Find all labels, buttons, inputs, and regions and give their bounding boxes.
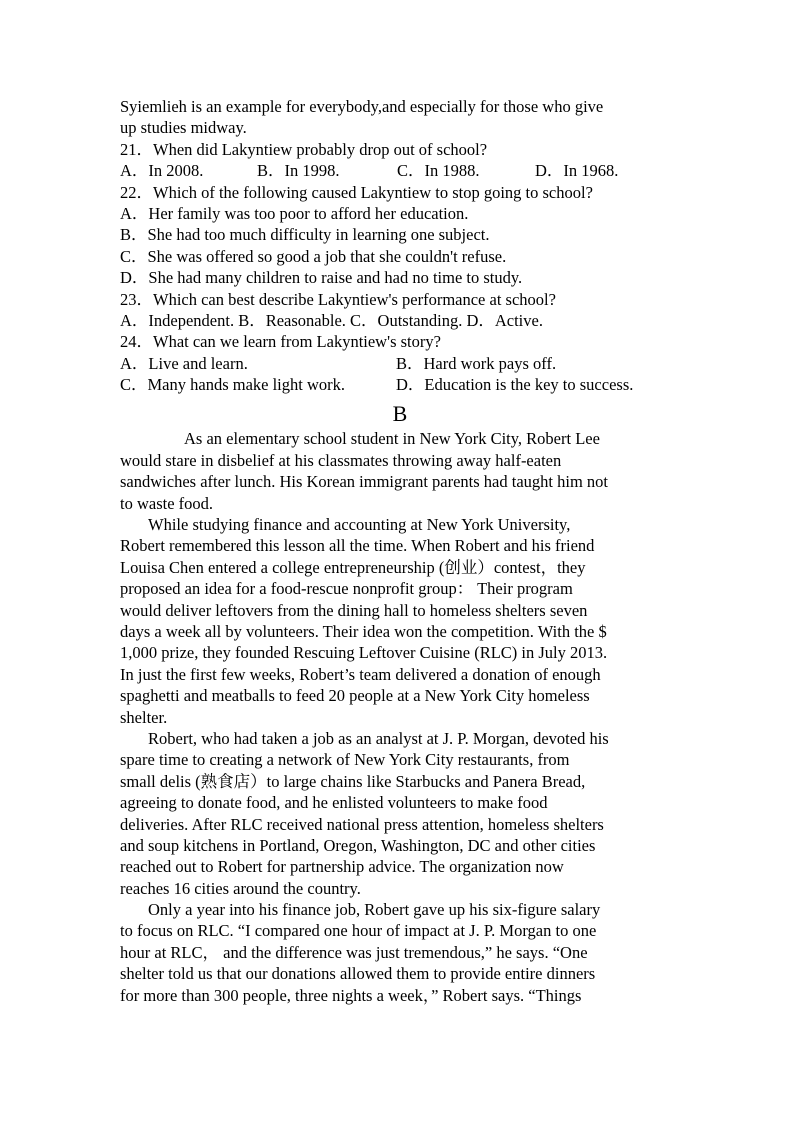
option-b: B．In 1998. [257,161,340,181]
options-row [120,160,680,181]
text-line: for more than 300 people, three nights a week，” Robert says. “Things [120,985,582,1005]
option-b: B．She had too much difficulty in learning one subject. [120,225,490,245]
text-line: Louisa Chen entered a college entrepreneurship (创业）contest，they [120,557,586,577]
text-line: up studies midway. [120,118,247,138]
option-a: A．In 2008. [120,161,204,181]
question-23 [120,289,680,332]
document-page [120,96,680,1006]
paragraph-3 [120,728,680,899]
text-line: shelter told us that our donations allowed them to provide entire dinners [120,964,596,984]
paragraph-4 [120,899,680,1006]
question-21 [120,139,680,182]
option-a: A．Live and learn. [120,353,248,373]
question-24 [120,331,680,395]
options-line: A．Independent. B．Reasonable. C．Outstanding. D．Active. [120,310,543,330]
text-line: shelter. [120,707,168,727]
section-b-heading: B [392,401,408,427]
option-b: B．Hard work pays off. [396,353,557,373]
text-line: would stare in disbelief at his classmates throwing away half-eaten [120,450,562,470]
options-row [120,353,680,374]
text-line: While studying finance and accounting at New York University, [148,515,571,535]
text-line: to focus on RLC. “I compared one hour of impact at J. P. Morgan to one [120,921,597,941]
question-22 [120,182,680,289]
text-line: Only a year into his finance job, Robert gave up his six-figure salary [148,900,601,920]
text-line: hour at RLC， and the difference was just tremendous,” he says. “One [120,942,588,962]
options-row [120,374,680,395]
text-line: In just the first few weeks, Robert’s team delivered a donation of enough [120,664,601,684]
option-d: D．In 1968. [535,161,619,181]
text-line: Robert remembered this lesson all the time. When Robert and his friend [120,536,595,556]
text-line: Syiemlieh is an example for everybody,and especially for those who give [120,97,604,116]
text-line: spaghetti and meatballs to feed 20 people at a New York City homeless [120,686,590,706]
text-line: reaches 16 cities around the country. [120,878,361,898]
passage-a-ending [120,96,680,139]
question-stem: 24．What can we learn from Lakyntiew's story? [120,332,441,352]
option-c: C．Many hands make light work. [120,375,346,395]
option-d: D．She had many children to raise and had no time to study. [120,268,523,288]
text-line: proposed an idea for a food-rescue nonprofit group： Their program [120,579,573,599]
text-line: spare time to creating a network of New York City restaurants, from [120,750,570,770]
question-stem: 23．Which can best describe Lakyntiew's performance at school? [120,289,556,309]
option-c: C．In 1988. [397,161,480,181]
paragraph-1 [120,428,680,514]
text-line: and soup kitchens in Portland, Oregon, Washington, DC and other cities [120,835,596,855]
text-line: 1,000 prize, they founded Rescuing Leftover Cuisine (RLC) in July 2013. [120,643,608,663]
text-line: agreeing to donate food, and he enlisted volunteers to make food [120,793,548,813]
text-line: small delis (熟食店）to large chains like Starbucks and Panera Bread, [120,771,586,791]
text-line: days a week all by volunteers. Their idea won the competition. With the $ [120,621,607,641]
text-line: would deliver leftovers from the dining hall to homeless shelters seven [120,600,588,620]
question-stem: 21．When did Lakyntiew probably drop out of school? [120,139,488,159]
paragraph-2 [120,514,680,728]
text-line: reached out to Robert for partnership advice. The organization now [120,857,564,877]
text-line: to waste food. [120,493,214,513]
option-c: C．She was offered so good a job that she couldn't refuse. [120,246,507,266]
option-d: D．Education is the key to success. [396,375,634,395]
question-stem: 22．Which of the following caused Lakyntiew to stop going to school? [120,182,593,202]
option-a: A．Her family was too poor to afford her education. [120,203,469,223]
text-line: deliveries. After RLC received national press attention, homeless shelters [120,814,604,834]
text-line: sandwiches after lunch. His Korean immigrant parents had taught him not [120,472,608,492]
text-line: As an elementary school student in New York City, Robert Lee [184,429,600,449]
text-line: Robert, who had taken a job as an analyst at J. P. Morgan, devoted his [148,728,609,748]
